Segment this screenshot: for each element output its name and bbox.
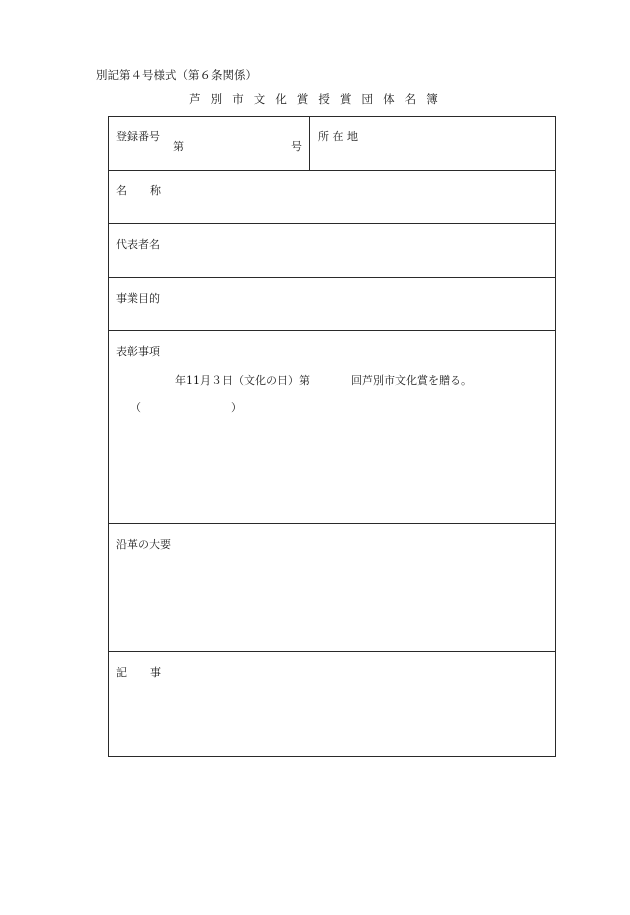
purpose-row bbox=[109, 278, 555, 331]
location-label: 所 在 地 bbox=[318, 130, 358, 143]
name-row bbox=[109, 171, 555, 224]
commendation-label: 表彰事項 bbox=[116, 345, 160, 358]
purpose-label: 事業目的 bbox=[116, 292, 160, 305]
notes-label-char-2: 事 bbox=[150, 666, 161, 679]
commendation-year-text: 年11月３日（文化の日）第 bbox=[175, 374, 310, 387]
name-label-char-2: 称 bbox=[150, 184, 161, 197]
form-number-label: 別記第４号様式（第６条関係） bbox=[96, 68, 257, 82]
history-label: 沿革の大要 bbox=[116, 538, 171, 551]
registration-number-label: 登録番号 bbox=[116, 130, 160, 143]
commendation-row bbox=[109, 331, 555, 524]
name-label-char-1: 名 bbox=[116, 184, 127, 197]
paren-close: ） bbox=[231, 401, 242, 414]
representative-label: 代表者名 bbox=[116, 238, 160, 251]
registration-suffix: 号 bbox=[291, 140, 302, 153]
column-divider bbox=[309, 117, 310, 170]
registration-prefix: 第 bbox=[173, 140, 184, 153]
document-title: 芦 別 市 文 化 賞 授 賞 団 体 名 簿 bbox=[189, 92, 441, 106]
registration-row bbox=[109, 117, 555, 171]
paren-open: （ bbox=[130, 401, 141, 414]
history-row bbox=[109, 524, 555, 652]
registry-form-table bbox=[108, 116, 556, 757]
representative-row bbox=[109, 224, 555, 278]
notes-row bbox=[109, 652, 555, 756]
notes-label-char-1: 記 bbox=[116, 666, 127, 679]
commendation-award-text: 回芦別市文化賞を贈る。 bbox=[351, 374, 472, 387]
